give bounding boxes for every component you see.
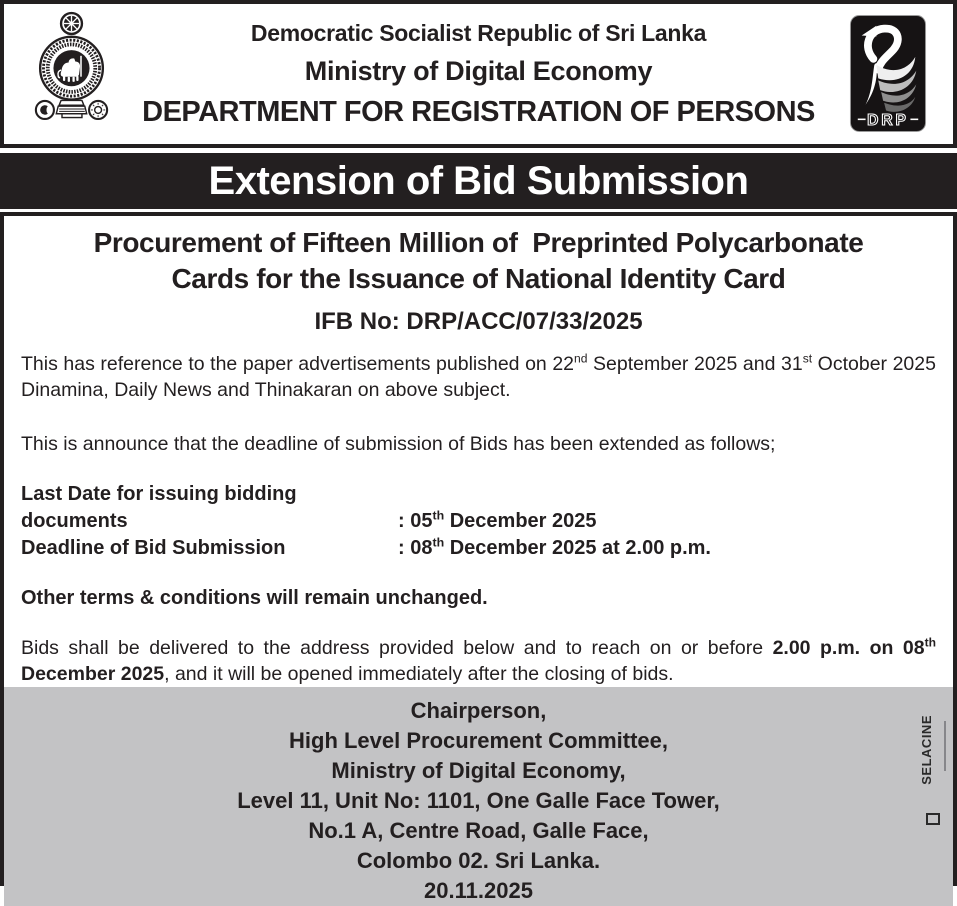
ordinal-sup: th (432, 535, 445, 550)
reference-text: September 2025 and 31 (587, 353, 803, 375)
selacine-tagline-mark (944, 721, 946, 771)
date-row-deadline (21, 535, 936, 562)
ordinal-sup: th (924, 635, 936, 650)
procurement-title-line1: Procurement of Fifteen Million of Preprinted Polycarbonate (93, 227, 864, 258)
footer-line-ministry: Ministry of Digital Economy, (331, 758, 626, 783)
drp-logo-label: DRP (867, 112, 909, 130)
procurement-title-line2: Cards for the Issuance of National Identity Card (171, 263, 786, 294)
date-label: Deadline of Bid Submission (21, 537, 286, 559)
delivery-deadline-bold: December 2025 (21, 663, 165, 685)
reference-text: October 2025 Dinamina, Daily News and Thinakaran on above subject. (21, 353, 936, 401)
footer-line-address1: Level 11, Unit No: 1101, One Galle Face Tower, (237, 788, 720, 813)
screen-icon (926, 813, 940, 825)
banner-title: Extension of Bid Submission (0, 153, 957, 209)
selacine-label: SELACINE (919, 715, 934, 785)
date-value-text: : 05 (398, 510, 433, 532)
date-value-text: December 2025 at 2.00 p.m. (444, 537, 711, 559)
notice-body (0, 212, 957, 903)
ministry-title: Ministry of Digital Economy (304, 55, 653, 86)
date-value-text: December 2025 (444, 510, 597, 532)
date-value (398, 537, 711, 559)
ordinal-sup: th (432, 508, 445, 523)
header-titles (4, 4, 953, 144)
ordinal-sup: st (802, 351, 813, 366)
delivery-text: , and it will be opened immediately after the closing of bids. (164, 663, 674, 685)
dates-block (21, 481, 936, 562)
ordinal-sup: nd (574, 351, 588, 366)
header (0, 0, 957, 148)
footer-line-chairperson: Chairperson, (410, 698, 547, 723)
date-value-text: : 08 (398, 537, 433, 559)
paragraph-announcement: This is announce that the deadline of submission of Bids has been extended as follows; (21, 433, 776, 455)
paragraph-reference (21, 351, 936, 403)
date-value (398, 510, 597, 532)
footer-line-address2: No.1 A, Centre Road, Galle Face, (308, 818, 649, 843)
paragraph-other-terms: Other terms & conditions will remain unchanged. (21, 587, 488, 609)
paragraph-delivery (21, 635, 936, 687)
department-title: DEPARTMENT FOR REGISTRATION OF PERSONS (142, 95, 815, 128)
notice-main (4, 216, 953, 687)
date-row-issuing (21, 481, 936, 535)
delivery-deadline-bold: 2.00 p.m. on 08 (772, 637, 925, 659)
selacine-credit (919, 715, 951, 833)
ifb-number: IFB No: DRP/ACC/07/33/2025 (314, 308, 643, 335)
drp-swan-logo (849, 14, 927, 138)
date-label: Last Date for issuing bidding documents (21, 483, 297, 532)
delivery-text: Bids shall be delivered to the address provided below and to reach on or before (21, 637, 773, 659)
footer-line-date: 20.11.2025 (424, 878, 533, 903)
footer-line-committee: High Level Procurement Committee, (289, 728, 668, 753)
procurement-title (21, 225, 936, 297)
contact-footer (4, 687, 953, 906)
footer-line-city: Colombo 02. Sri Lanka. (356, 848, 601, 873)
country-title: Democratic Socialist Republic of Sri Lanka (250, 19, 707, 46)
reference-text: This has reference to the paper advertisements published on 22 (21, 353, 575, 375)
